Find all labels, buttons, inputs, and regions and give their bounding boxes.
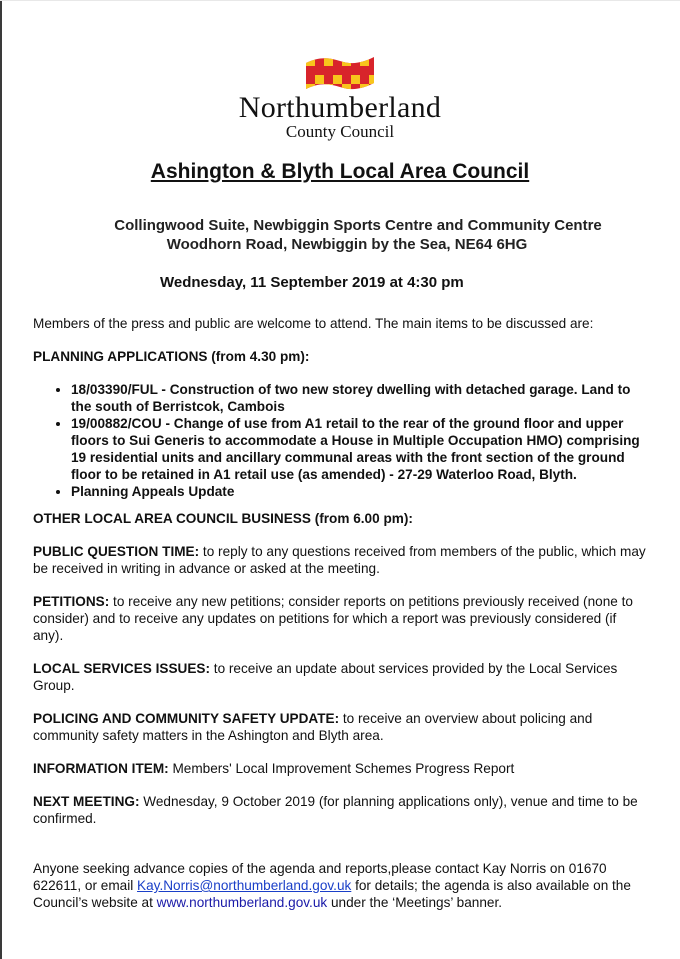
northumberland-flag-icon <box>304 55 376 91</box>
section-text: to reply to any questions received from members of the public, which may be received in writing in advance or asked at the meeting. <box>33 544 646 576</box>
page-top-border <box>0 0 680 1</box>
section-label: LOCAL SERVICES ISSUES: <box>33 661 211 676</box>
other-business-heading: OTHER LOCAL AREA COUNCIL BUSINESS (from 6.00 pm): <box>33 511 413 526</box>
page-left-border <box>0 0 2 959</box>
section-label: NEXT MEETING: <box>33 794 140 809</box>
section-text: to receive an update about services provided by the Local Services Group. <box>33 661 618 693</box>
next-meeting <box>33 793 648 827</box>
meeting-date: Wednesday, 11 September 2019 at 4:30 pm <box>160 274 464 291</box>
section-label: INFORMATION ITEM: <box>33 761 169 776</box>
section-text: Wednesday, 9 October 2019 (for planning applications only), venue and time to be confirmed. <box>33 794 638 826</box>
venue-line-2: Woodhorn Road, Newbiggin by the Sea, NE64 6HG <box>166 236 528 253</box>
planning-item: • 18/03390/FUL - Construction of two new storey dwelling with detached garage. Land to the south of Berristcok, Cambois <box>71 381 648 415</box>
planning-item: • 19/00882/COU - Change of use from A1 retail to the rear of the ground floor and upper floors to Sui Generis to accommodate a House in Multiple Occupation HMO) comprising 19 residential units and ancillary communal areas with the front section of the ground floor to be retained in A1 retail use (as amended) - 27-29 Waterloo Road, Blyth. <box>71 415 648 483</box>
email-link[interactable]: Kay.Norris@northumberland.gov.uk <box>137 878 352 893</box>
intro-text: Members of the press and public are welcome to attend. The main items to be discussed are: <box>33 316 594 331</box>
information-item <box>33 760 648 777</box>
venue-address <box>0 216 680 254</box>
section-text: Members' Local Improvement Schemes Progress Report <box>168 761 515 776</box>
section-text: to receive any new petitions; consider reports on petitions previously received (none to consider) and to receive any updates on petitions for which a report was previously considered (if any). <box>33 594 633 643</box>
planning-list <box>33 381 648 500</box>
section-text: to receive an overview about policing and community safety matters in the Ashington and Blyth area. <box>33 711 593 743</box>
section-label: POLICING AND COMMUNITY SAFETY UPDATE: <box>33 711 340 726</box>
page-title: Ashington & Blyth Local Area Council <box>150 160 530 183</box>
planning-heading: PLANNING APPLICATIONS (from 4.30 pm): <box>33 349 310 364</box>
section-label: PUBLIC QUESTION TIME: <box>33 544 200 559</box>
council-logo <box>0 55 680 141</box>
org-name: Northumberland <box>238 91 442 124</box>
website-link[interactable]: www.northumberland.gov.uk <box>156 895 328 910</box>
section-label: PETITIONS: <box>33 594 110 609</box>
contact-info: Anyone seeking advance copies of the agenda and reports,please contact Kay Norris on 01670 622611, or email Kay.Norris@northumberland.gov.uk for details; the agenda is also available on the Council’s website at www.northumberland.gov.uk under the ‘Meetings’ banner. <box>33 861 631 910</box>
policing-update <box>33 710 648 744</box>
petitions <box>33 593 648 644</box>
planning-item: • Planning Appeals Update <box>71 483 648 500</box>
venue-line-1: Collingwood Suite, Newbiggin Sports Centre and Community Centre <box>114 217 602 234</box>
org-subtitle: County Council <box>285 122 395 141</box>
agenda-content <box>33 315 648 927</box>
public-question-time <box>33 543 648 577</box>
local-services-issues <box>33 660 648 694</box>
